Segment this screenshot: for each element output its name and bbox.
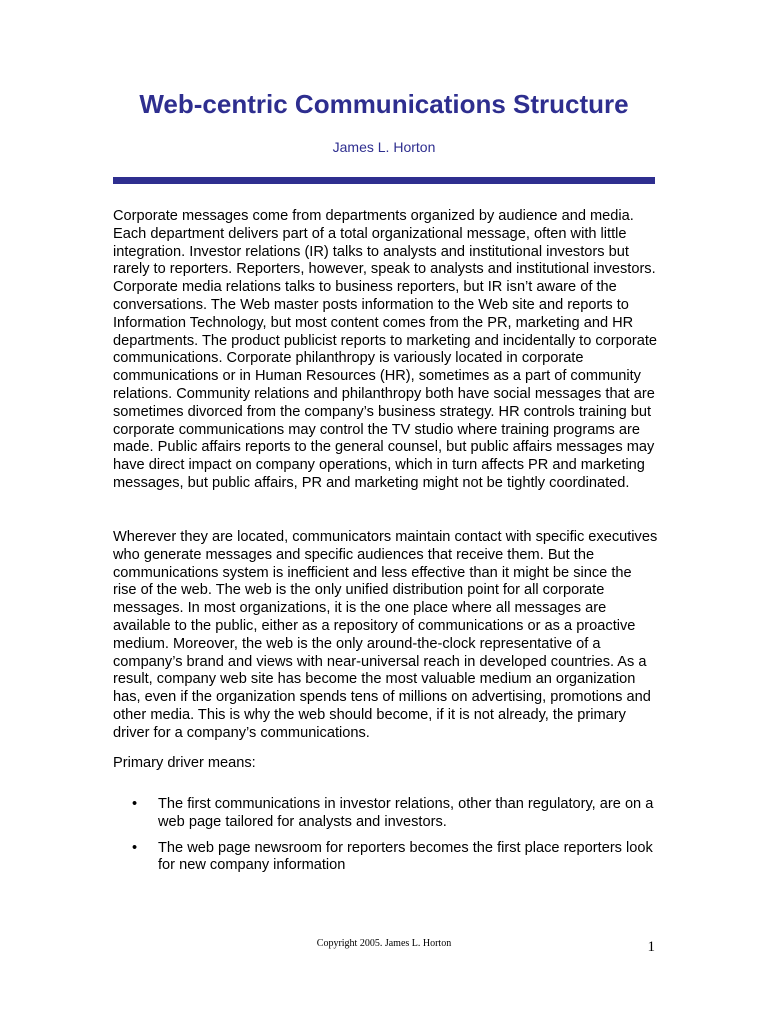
bullet-text: The first communications in investor relations, other than regulatory, are on a web page tailored for analysts and investors. <box>158 796 654 830</box>
page-number: 1 <box>647 939 655 955</box>
document-title: Web-centric Communications Structure <box>139 89 629 119</box>
body-paragraph-1: Corporate messages come from departments organized by audience and media. Each department delivers part of a total organizational message, often with little integration. Investor relations (IR) talks to analysts and institutional investors but rarely to reporters. Reporters, however, speak to analysts and institutional investors. Corporate media relations talks to business reporters, but IR isn’t aware of the conversations. The Web master posts information to the Web site and reports to Information Technology, but most content comes from the PR, marketing and HR departments. The product publicist reports to marketing and incidentally to corporate communications. Corporate philanthropy is variously located in corporate communications or in Human Resources (HR), sometimes as a part of community relations. Community relations and philanthropy both have social messages that are sometimes divorced from the company’s business strategy. HR controls training but corporate communications may control the TV studio where training programs are made. Public affairs reports to the general counsel, but public affairs messages may have direct impact on company operations, which in turn affects PR and marketing messages, but public affairs, PR and marketing might not be tightly coordinated. <box>113 208 658 491</box>
bullet-list-item <box>113 840 658 876</box>
bullet-list <box>113 796 658 883</box>
bullet-icon: • <box>132 839 138 856</box>
copyright-footer: Copyright 2005. James L. Horton <box>316 938 452 949</box>
body-paragraph-2: Wherever they are located, communicators maintain contact with specific executives who generate messages and specific audiences that receive them. But the communications system is inefficient and less effective than it might be since the rise of the web. The web is the only unified distribution point for all corporate messages. In most organizations, it is the one place where all messages are available to the public, either as a repository of communications or as a proactive medium. Moreover, the web is the only around-the-clock representative of a company’s brand and views with near-universal reach in developed countries. As a result, company web site has become the most valuable medium an organization has, even if the organization spends tens of millions on advertising, promotions and other media. This is why the web should become, if it is not already, the primary driver for a company’s communications. <box>113 529 658 741</box>
title-divider-rule <box>113 177 655 184</box>
bullet-list-item <box>113 796 658 832</box>
body-paragraph-3: Primary driver means: <box>113 755 256 771</box>
bullet-text: The web page newsroom for reporters becomes the first place reporters look for new company information <box>158 839 653 874</box>
bullet-icon: • <box>132 796 138 812</box>
author-name: James L. Horton <box>332 139 436 155</box>
